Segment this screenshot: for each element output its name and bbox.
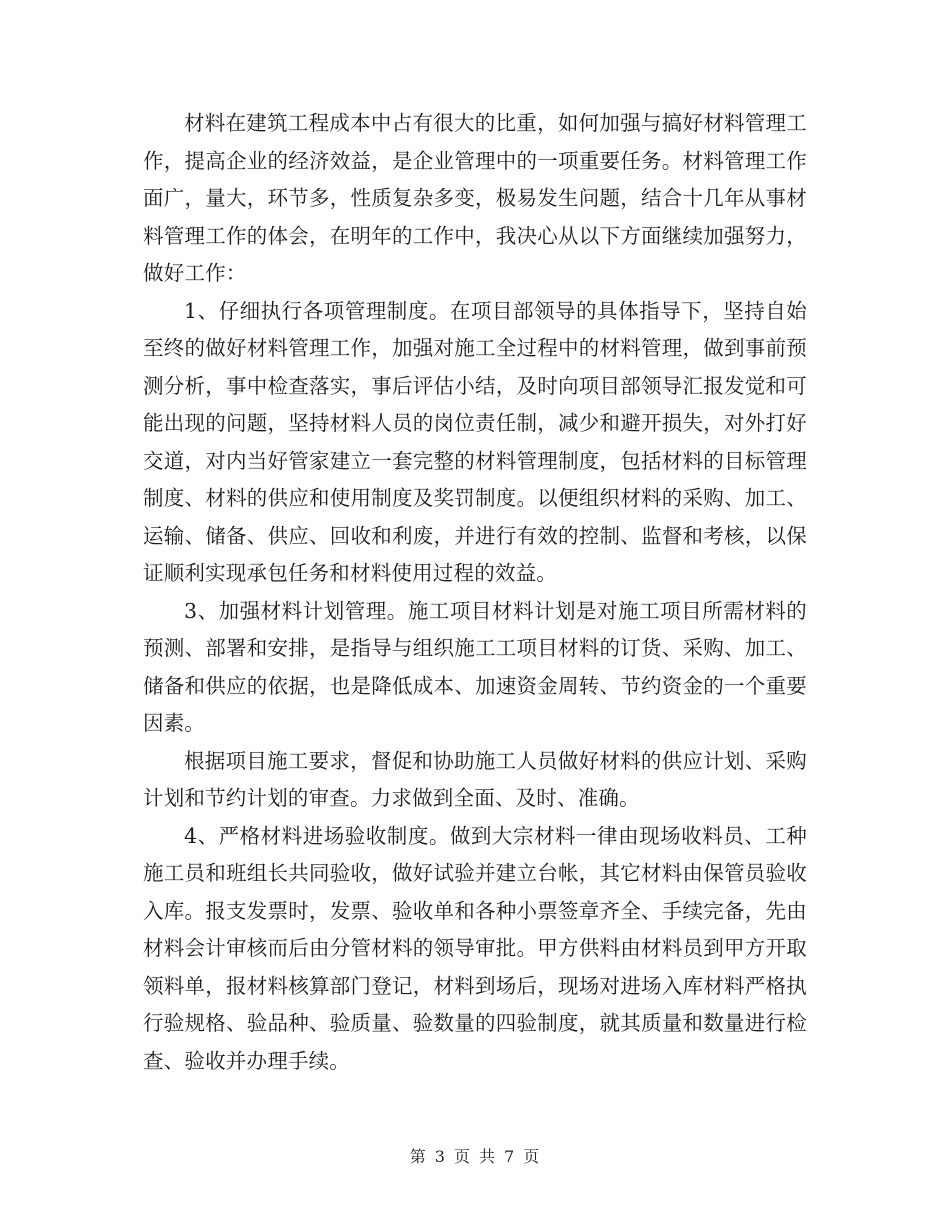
paragraph-item-4: 4、严格材料进场验收制度。做到大宗材料一律由现场收料员、工种施工员和班组长共同验收，做好试验并建立台帐，其它材料由保管员验收入库。报支发票时，发票、验收单和各种小票签章齐全、手续完备，先由材料会计审核而后由分管材料的领导审批。甲方供料由材料员到甲方开取领料单，报材料核算部门登记，材料到场后，现场对进场入库材料严格执行验规格、验品种、验质量、验数量的四验制度，就其质量和数量进行检查、验收并办理手续。 — [143, 823, 807, 1073]
page-footer — [0, 1145, 950, 1169]
document-body — [143, 105, 807, 1080]
footer-total-word: 共 — [479, 1147, 497, 1166]
paragraph-item-1: 1、仔细执行各项管理制度。在项目部领导的具体指导下，坚持自始至终的做好材料管理工作，加强对施工全过程中的材料管理，做到事前预测分析，事中检查落实，事后评估小结，及时向项目部领导汇报发觉和可能出现的问题，坚持材料人员的岗位责任制，减少和避开损失，对外打好交道，对内当好管家建立一套完整的材料管理制度，包括材料的目标管理制度、材料的供应和使用制度及奖罚制度。以便组织材料的采购、加工、运输、储备、供应、回收和利废，并进行有效的控制、监督和考核，以保证顺利实现承包任务和材料使用过程的效益。 — [143, 298, 807, 585]
footer-prefix: 第 — [409, 1147, 427, 1166]
footer-total-pages: 7 — [504, 1147, 516, 1166]
paragraph-item-3-detail: 根据项目施工要求，督促和协助施工人员做好材料的供应计划、采购计划和节约计划的审查。力求做到全面、及时、准确。 — [143, 748, 807, 810]
footer-current-page: 3 — [434, 1147, 446, 1166]
paragraph-item-3: 3、加强材料计划管理。施工项目材料计划是对施工项目所需材料的预测、部署和安排，是指导与组织施工工项目材料的订货、采购、加工、储备和供应的依据，也是降低成本、加速资金周转、节约资金的一个重要因素。 — [143, 598, 807, 735]
paragraph-intro: 材料在建筑工程成本中占有很大的比重，如何加强与搞好材料管理工作，提高企业的经济效益，是企业管理中的一项重要任务。材料管理工作面广，量大，环节多，性质复杂多变，极易发生问题，结合十几年从事材料管理工作的体会，在明年的工作中，我决心从以下方面继续加强努力，做好工作： — [143, 111, 807, 285]
footer-page-word: 页 — [453, 1147, 471, 1166]
footer-suffix: 页 — [523, 1147, 541, 1166]
